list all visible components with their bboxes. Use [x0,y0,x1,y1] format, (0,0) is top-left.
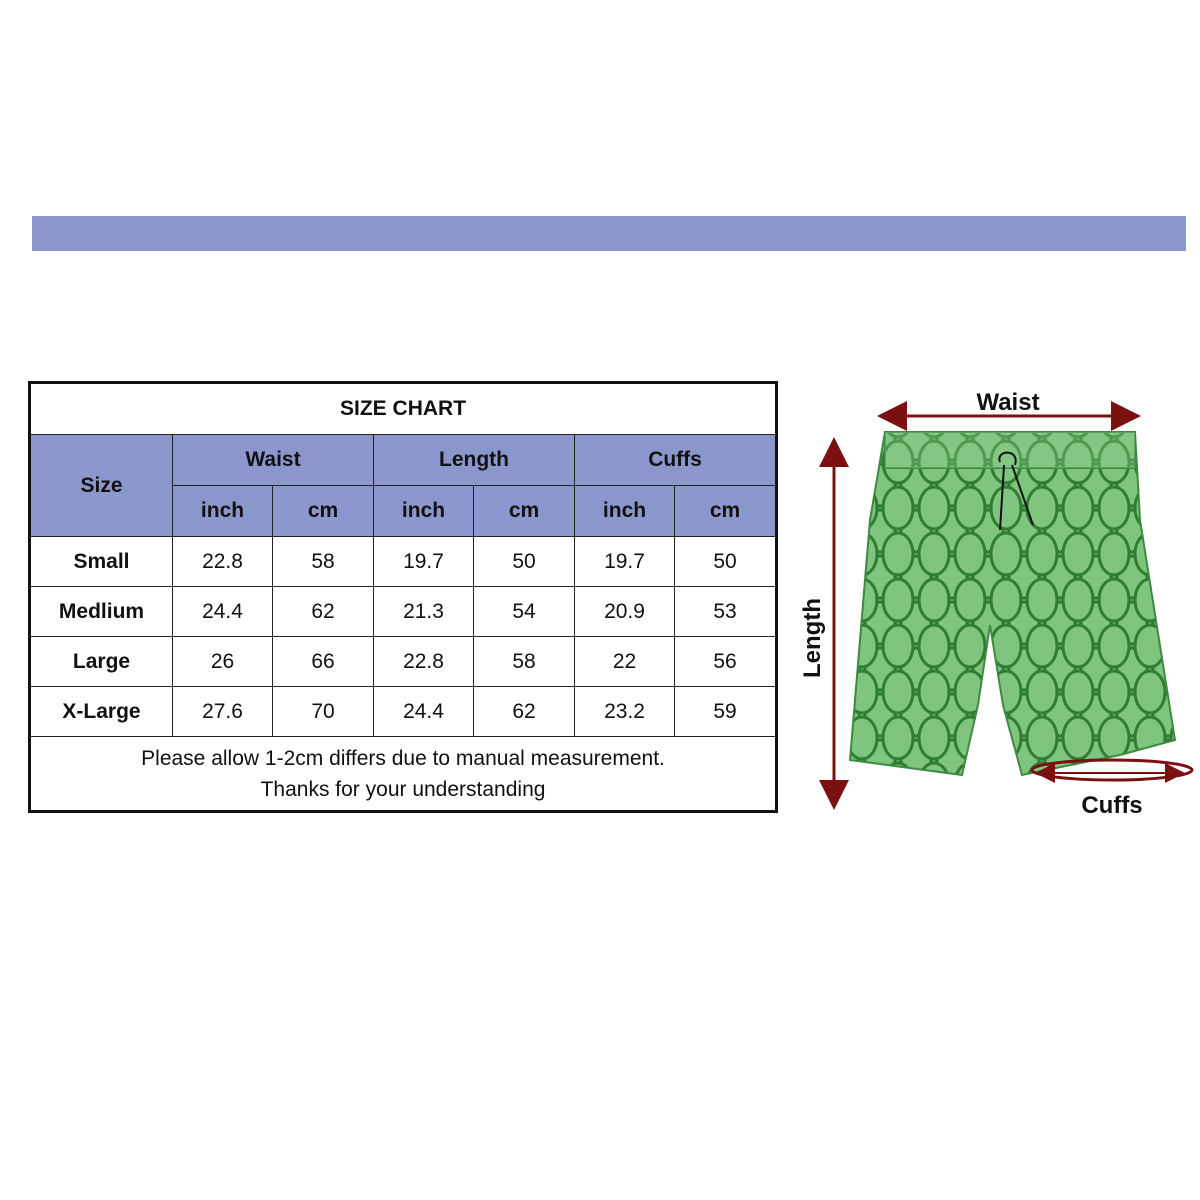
table-cell: 59 [675,687,777,737]
unit-header: cm [675,486,777,537]
measurement-note [30,737,777,812]
table-cell: 27.6 [173,687,273,737]
cuffs-group-header: Cuffs [575,435,777,486]
table-cell: 56 [675,637,777,687]
table-cell: 54 [474,587,575,637]
waist-group-header: Waist [173,435,374,486]
table-cell: 19.7 [374,537,474,587]
shorts-measurement-illustration [790,370,1200,830]
table-cell: 20.9 [575,587,675,637]
size-header: Size [30,435,173,537]
note-line: Please allow 1-2cm differs due to manual measurement. [141,746,665,770]
table-cell: 50 [474,537,575,587]
cuffs-ellipse [1032,760,1192,780]
table-cell: 62 [474,687,575,737]
table-cell: 19.7 [575,537,675,587]
unit-header: inch [374,486,474,537]
table-cell: 70 [273,687,374,737]
length-group-header: Length [374,435,575,486]
unit-header: cm [273,486,374,537]
note-line: Thanks for your understanding [260,777,546,801]
table-cell: 66 [273,637,374,687]
table-row [30,537,777,587]
table-row [30,587,777,637]
table-cell: 23.2 [575,687,675,737]
shorts-shape [850,432,1175,775]
size-label: Medlium [30,587,173,637]
top-banner [32,216,1186,251]
table-cell: 26 [173,637,273,687]
table-cell: 21.3 [374,587,474,637]
size-chart-table [28,381,778,813]
table-cell: 24.4 [173,587,273,637]
table-title: SIZE CHART [30,383,777,435]
table-cell: 50 [675,537,777,587]
cuffs-label: Cuffs [1081,792,1143,819]
size-label: Large [30,637,173,687]
table-cell: 24.4 [374,687,474,737]
waist-label: Waist [976,389,1040,416]
table-cell: 22.8 [374,637,474,687]
table-cell: 22 [575,637,675,687]
table-row [30,637,777,687]
size-label: Small [30,537,173,587]
length-label: Length [799,598,826,678]
table-cell: 58 [474,637,575,687]
table-row [30,687,777,737]
size-label: X-Large [30,687,173,737]
table-cell: 58 [273,537,374,587]
unit-header: inch [173,486,273,537]
unit-header: cm [474,486,575,537]
unit-header: inch [575,486,675,537]
table-cell: 53 [675,587,777,637]
table-cell: 62 [273,587,374,637]
table-cell: 22.8 [173,537,273,587]
